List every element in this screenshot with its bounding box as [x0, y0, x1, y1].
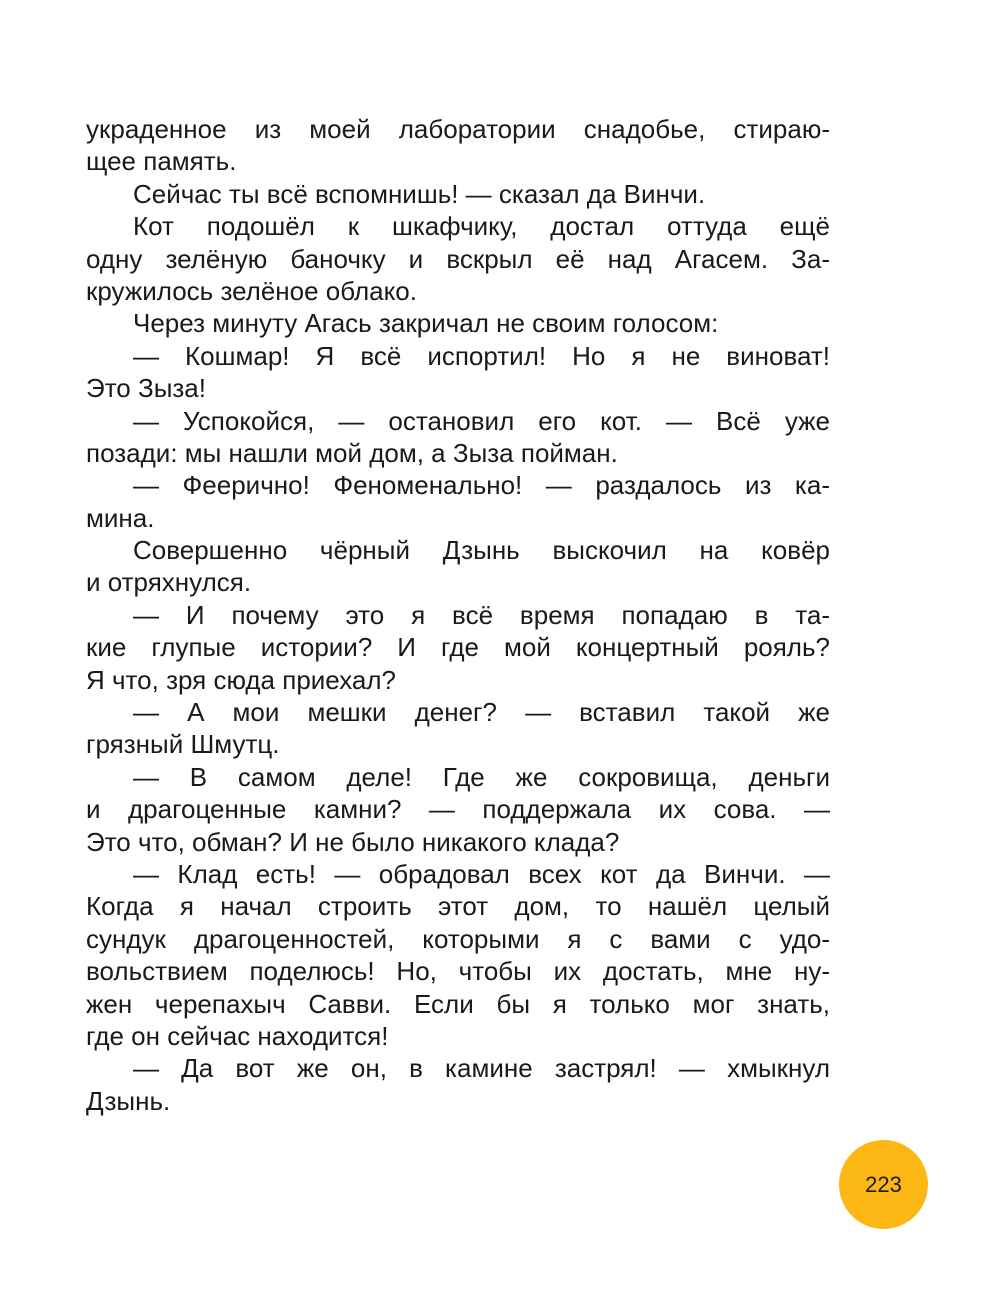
text-line: Через минуту Агась закричал не своим голосом: — [133, 308, 719, 339]
text-line: мина. — [86, 502, 155, 533]
text-line: Кот подошёл к шкафчику, достал оттуда ещё — [133, 211, 830, 242]
page-number: 223 — [865, 1171, 902, 1197]
text-line: — И почему это я всё время попадаю в та- — [133, 599, 830, 630]
text-line: Это Зыза! — [86, 373, 206, 404]
text-line: вольствием поделюсь! Но, чтобы их достать, мне ну- — [86, 956, 830, 987]
body-text — [86, 113, 830, 1117]
text-line: кие глупые истории? И где мой концертный рояль? — [86, 632, 830, 663]
text-line: кружилось зелёное облако. — [86, 275, 417, 306]
text-line: одну зелёную баночку и вскрыл её над Агасем. За- — [86, 243, 830, 274]
text-line: — Клад есть! — обрадовал всех кот да Винчи. — — [133, 858, 830, 889]
text-line: Когда я начал строить этот дом, то нашёл целый — [86, 891, 830, 922]
text-line: позади: мы нашли мой дом, а Зыза пойман. — [86, 437, 618, 468]
text-line: — Феерично! Феноменально! — раздалось из ка- — [133, 470, 830, 501]
text-line: — Успокойся, — остановил его кот. — Всё уже — [133, 405, 830, 436]
text-line: — А мои мешки денег? — вставил такой же — [133, 697, 830, 728]
text-line: Сейчас ты всё вспомнишь! — сказал да Винчи. — [133, 178, 706, 209]
text-line: Дзынь. — [86, 1085, 171, 1116]
text-line: — Кошмар! Я всё испортил! Но я не виноват! — [133, 340, 830, 371]
text-line: украденное из моей лаборатории снадобье, стираю- — [86, 114, 830, 144]
text-line: щее память. — [86, 146, 237, 177]
text-line: Совершенно чёрный Дзынь выскочил на ковёр — [133, 535, 830, 566]
text-line: Это что, обман? И не было никакого клада? — [86, 826, 620, 857]
text-line: Я что, зря сюда приехал? — [86, 664, 396, 695]
text-line: и драгоценные камни? — поддержала их сова. — — [86, 794, 830, 825]
text-line: и отряхнулся. — [86, 567, 252, 598]
text-line: жен черепахыч Савви. Если бы я только мог знать, — [86, 988, 830, 1019]
text-line: — Да вот же он, в камине застрял! — хмыкнул — [133, 1053, 830, 1084]
text-line: — В самом деле! Где же сокровища, деньги — [133, 761, 830, 792]
page-number-badge — [839, 1140, 928, 1229]
text-line: сундук драгоценностей, которыми я с вами с удо- — [86, 923, 830, 954]
text-line: грязный Шмутц. — [86, 729, 280, 760]
text-line: где он сейчас находится! — [86, 1020, 389, 1051]
